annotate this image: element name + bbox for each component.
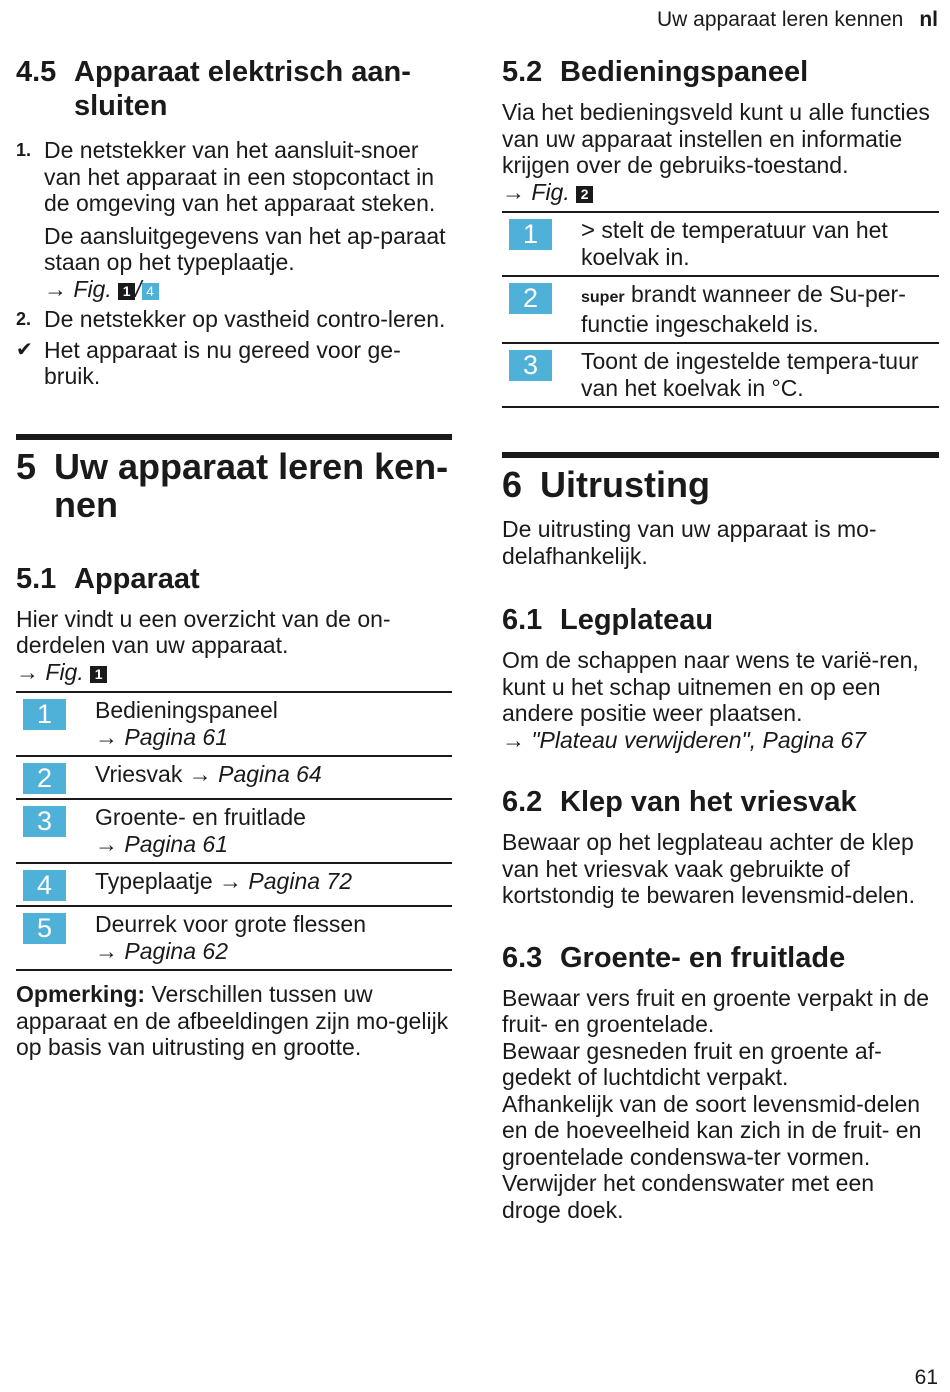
header-title: Uw apparaat leren kennen: [656, 8, 904, 31]
right-column: [502, 55, 939, 1223]
arrow-icon: →: [95, 724, 118, 750]
chapter-heading: 6 Uitrusting: [502, 464, 710, 505]
component-number-badge: 3: [23, 806, 66, 837]
section-heading: 4.5 Apparaat elektrisch aan-sluiten: [16, 56, 411, 122]
step-1-detail: De aansluitgegevens van het ap-paraat staan op het typeplaatje.: [44, 222, 446, 275]
control-description: stelt de temperatuur van het koelvak in.: [581, 217, 888, 270]
section-intro: Hier vindt u een overzicht van de on-derdelen van uw apparaat.: [16, 605, 391, 658]
paragraph: Bewaar vers fruit en groente verpakt in de fruit- en groentelade.: [502, 984, 930, 1037]
chevron-right-icon: >: [581, 217, 596, 244]
control-description: Toont de ingestelde tempera-tuur van het koelvak in °C.: [581, 348, 919, 401]
arrow-icon: →: [95, 938, 118, 964]
running-header: [657, 8, 938, 32]
legend-row: [502, 212, 939, 276]
component-number-badge: 2: [23, 763, 66, 794]
paragraph: Bewaar gesneden fruit en groente af-gedekt of luchtdicht verpakt.: [502, 1037, 882, 1090]
component-name: Deurrek voor grote flessen: [95, 911, 367, 937]
control-number-badge: 2: [509, 283, 552, 314]
paragraph: Afhankelijk van de soort levensmid-delen en de hoeveelheid kan zich in de fruit- en groentelade condenswa-ter vormen.: [502, 1090, 922, 1170]
section-text: Om de schappen naar wens te varië-ren, kunt u het schap uitnemen en op een andere positie weer plaatsen.: [502, 647, 919, 726]
legend-row: [16, 692, 452, 756]
component-number-badge: 4: [23, 870, 66, 901]
arrow-icon: →: [95, 831, 118, 857]
section-6-2: [502, 785, 939, 909]
super-label: super: [581, 289, 625, 306]
legend-row: [16, 906, 452, 970]
section-4-5: [16, 55, 452, 390]
step-result: ✔ Het apparaat is nu gereed voor ge-bruik.: [16, 336, 401, 389]
component-name: Typeplaatje: [95, 868, 213, 894]
step-1: 1. De netstekker van het aansluit-snoer van het apparaat in een stopcontact in de omgeving van het apparaat steken. De aansluitgegevens van het ap-paraat staan op het typeplaatje. → Fig. 1 / 4: [16, 137, 452, 302]
section-heading: 5.1 Apparaat: [16, 562, 200, 595]
legend-row: [502, 276, 939, 343]
control-panel-legend-table: [502, 211, 939, 408]
figure-reference: → Fig. 2: [502, 179, 939, 206]
page-reference: Pagina 72: [248, 868, 353, 894]
note: Opmerking: Verschillen tussen uw apparaat en de afbeeldingen zijn mo-gelijk op basis van uitrusting en grootte.: [16, 981, 449, 1060]
page-reference: → "Plateau verwijderen", Pagina 67: [502, 726, 867, 753]
legend-row: [502, 343, 939, 407]
section-heading: 6.3 Groente- en fruitlade: [502, 941, 846, 974]
section-heading: 5.2 Bedieningspaneel: [502, 56, 809, 88]
control-number-badge: 3: [509, 350, 552, 381]
chapter-heading: 5 Uw apparaat leren ken-nen: [16, 445, 449, 525]
chapter-intro: De uitrusting van uw apparaat is mo-delafhankelijk.: [502, 516, 877, 569]
section-6-1: [502, 603, 939, 753]
step-2: 2. De netstekker op vastheid contro-leren.: [16, 306, 446, 332]
section-heading: 6.2 Klep van het vriesvak: [502, 786, 857, 818]
page-reference: Pagina 64: [218, 761, 322, 787]
section-5-1: [16, 562, 452, 1061]
figure-reference: → Fig. 1: [16, 659, 452, 686]
page-reference: Pagina 61: [124, 724, 228, 750]
section-intro: Via het bedieningsveld kunt u alle functies van uw apparaat instellen en informatie krijgen over de gebruiks-toestand.: [502, 99, 930, 178]
component-legend-table: [16, 691, 452, 971]
legend-row: [16, 756, 452, 799]
section-text: Bewaar op het legplateau achter de klep van het vriesvak vaak gebruikte of kortstondig te bewaren levensmid-delen.: [502, 829, 915, 908]
control-number-badge: 1: [509, 219, 552, 250]
legend-row: [16, 799, 452, 863]
legend-row: [16, 863, 452, 906]
component-number-badge: 5: [23, 913, 66, 944]
component-number-badge: 1: [23, 699, 66, 730]
control-description: brandt wanneer de Su-per-functie ingeschakeld is.: [581, 281, 906, 337]
page-reference: Pagina 62: [124, 938, 228, 964]
paragraph: Verwijder het condenswater met een droge doek.: [502, 1170, 875, 1223]
figure-reference: → Fig. 1 / 4: [44, 276, 452, 303]
arrow-icon: →: [219, 868, 243, 894]
section-5-2: [502, 55, 939, 408]
component-name: Bedieningspaneel: [95, 697, 278, 723]
page-reference: Pagina 61: [124, 831, 228, 857]
chapter-5: [16, 434, 452, 524]
page-number: 61: [914, 1366, 938, 1389]
arrow-icon: →: [188, 761, 212, 787]
section-6-3: [502, 941, 939, 1224]
chapter-6: [502, 452, 939, 569]
language-code: nl: [919, 8, 938, 31]
step-list: [16, 137, 452, 390]
left-column: [16, 55, 452, 1061]
checkmark-icon: ✔: [16, 338, 33, 361]
component-name: Groente- en fruitlade: [95, 804, 306, 830]
component-name: Vriesvak: [95, 761, 183, 787]
section-heading: 6.1 Legplateau: [502, 604, 714, 636]
